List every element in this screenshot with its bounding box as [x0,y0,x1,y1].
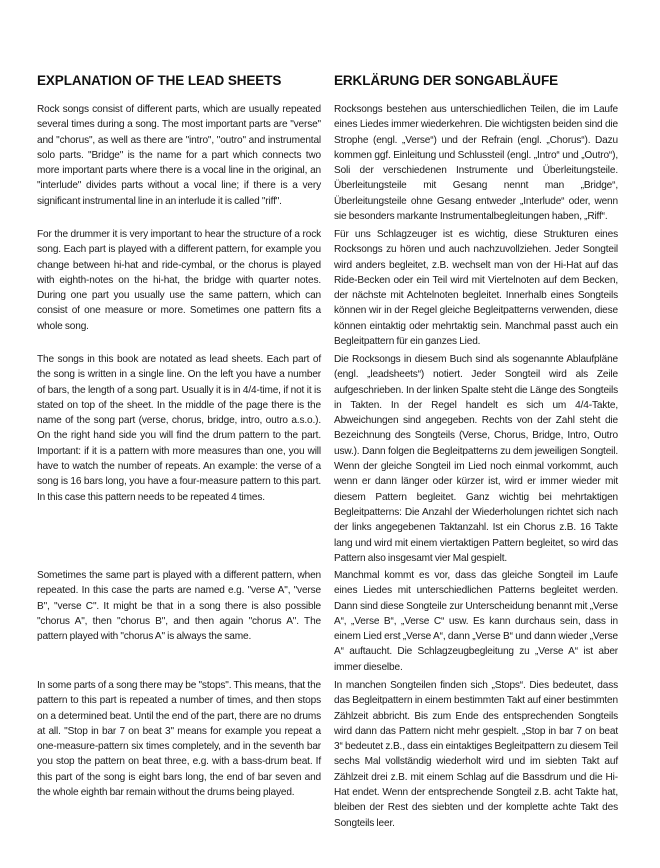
english-paragraph-variations: Sometimes the same part is played with a different pattern, when repeated. In this case the parts are named e.g. "verse A", "verse B", "verse C". It might be that in a song there is also possible "chorus A", then "chorus B", and then again "chorus A". The pattern played with "chorus A" is always the same. [37,570,321,643]
german-heading: ERKLÄRUNG DER SONGABLÄUFE [334,73,559,88]
german-paragraph-lead-sheets: Die Rocksongs in diesem Buch sind als sogenannte Ablaufpläne (engl. „leadsheets“) notiert. Jeder Songteil wird als Zeile aufgeschrieben. In der linken Spalte steht die Länge des Songteils in Takten. In der Regel handelt es sich um 4/4-Takte, Abweichungen sind angegeben. Rechts von der Zahl steht die Bezeichnung des Songteils (Verse, Chorus, Bridge, Intro, Outro usw.). Dann folgen die Begleitpatterns zu dem jeweiligen Songteil. Wenn der gleiche Songteil im Lied noch einmal vorkommt, auch wenn er dann länger oder kürzer ist, wird er immer wieder mit diesem Pattern begleitet. Ganz wichtig bei mehrtaktigen Begleitpatterns: Die Anzahl der Wiederholungen richtet sich nach der links angegebenen Taktanzahl. Ist ein Chorus z.B. 16 Takte lang und wird mit einem viertaktigen Pattern begleitet, so wird das Pattern also insgesamt vier Mal gespielt. [334,354,618,564]
german-paragraph-structure: Für uns Schlagzeuger ist es wichtig, diese Strukturen eines Rocksongs zu hören und auch nachzuvollziehen. Jeder Songteil wird anders begleitet, z.B. wechselt man von der Hi-Hat auf das Ride-Becken oder ein Teil wird mit Viertelnoten auf dem Becken, der nächste mit Achtelnoten begleitet. Innerhalb eines Songteils können wir in der Regel gleiche Begleitpatterns verwenden, diese können eintaktig oder mehrtaktig sein. Manchmal passt auch ein Begleitpattern für ein ganzes Lied. [334,229,618,348]
english-paragraph-stops: In some parts of a song there may be "stops". This means, that the pattern to this part is repeated a number of times, and then stops on a determined beat. Until the end of the part, there are no drums at all. "Stop in bar 7 on beat 3" means for example you repeat a one-measure-pattern six times completely, and in the seventh bar you stop the pattern on beat three, e.g. with a bass-drum beat. If this part of the song is eight bars long, the end of bar seven and the whole eighth bar remain without the drums being played. [37,680,321,799]
english-paragraph-structure: For the drummer it is very important to hear the structure of a rock song. Each part is played with a different pattern, for example you change between hi-hat and ride-cymbal, or the chorus is played with eighth-notes on the hi-hat, the bridge with quarter notes. During one part you usually use the same pattern, which can consist of one measure or more. Sometimes one pattern fits a whole song. [37,229,321,332]
german-paragraph-variations: Manchmal kommt es vor, dass das gleiche Songteil im Laufe eines Liedes mit unterschiedlichen Patterns begleitet werden. Dann sind diese Songteile zur Unterscheidung benannt mit „Verse A“, „Verse B“, „Verse C“ usw. Es kann durchaus sein, dass in einem Lied erst „Verse A“, dann „Verse B“ und dann wieder „Verse A“ auftaucht. Die Schlagzeugbegleitung zu „Verse A“ ist aber immer dieselbe. [334,570,618,673]
english-paragraph-song-parts: Rock songs consist of different parts, which are usually repeated several times during a song. The most important parts are "verse" and "chorus", as well as there are "intro", "outro" and instrumental solo parts. "Bridge" is the name for a part which connects two more important parts where there is a vocal line in the original, an "interlude" divides parts without a vocal line; if there is a very significant instrumental line in an interlude it is called "riff". [37,104,321,207]
english-heading: EXPLANATION OF THE LEAD SHEETS [37,73,282,88]
german-paragraph-stops: In manchen Songteilen finden sich „Stops“. Dies bedeutet, dass das Begleitpattern in einem bestimmten Takt auf einer bestimmten Zählzeit abbricht. Bis zum Ende des entsprechenden Songteils wird dann das Pattern nicht mehr gespielt. „Stop in bar 7 on beat 3“ bedeutet z.B., dass ein eintaktiges Begleitpattern zu diesem Teil sechs Mal vollständig wiederholt wird und im siebten Takt auf Zählzeit drei z.B. mit einem Schlag auf die Bassdrum und die Hi-Hat endet. Wenn der entsprechende Songteil z.B. acht Takte hat, bleiben der Rest des siebten und der komplette achte Takt des Songteils leer. [334,680,618,829]
german-paragraph-song-parts: Rocksongs bestehen aus unterschiedlichen Teilen, die im Laufe eines Liedes immer wiederkehren. Die wichtigsten beiden sind die Strophe (engl. „Verse“) und der Refrain (engl. „Chorus“). Dazu kommen ggf. Einleitung und Schlussteil (engl. „Intro“ und „Outro“), Soli der verschiedenen Instrumente und Überleitungsteile. Überleitungsteile mit Gesang nennt man „Bridge“, Überleitungsteile ohne Gesang entweder „Interlude“ oder, wenn sie besonders markante Instrumentalbegleitungen haben, „Riff“. [334,104,618,223]
english-paragraph-lead-sheets: The songs in this book are notated as lead sheets. Each part of the song is written in a single line. On the left you have a number of bars, the length of a song part. Usually it is in 4/4-time, if not it is stated on top of the sheet. In the middle of the page there is the name of the song part (verse, chorus, bridge, intro, outro a.s.o.). On the right hand side you will find the drum pattern to the part. Important: if it is a pattern with more measures than one, you will have to watch the number of repeats. An example: the verse of a song is 16 bars long, you have a four-measure pattern to this part. In this case this pattern needs to be repeated 4 times. [37,354,321,503]
